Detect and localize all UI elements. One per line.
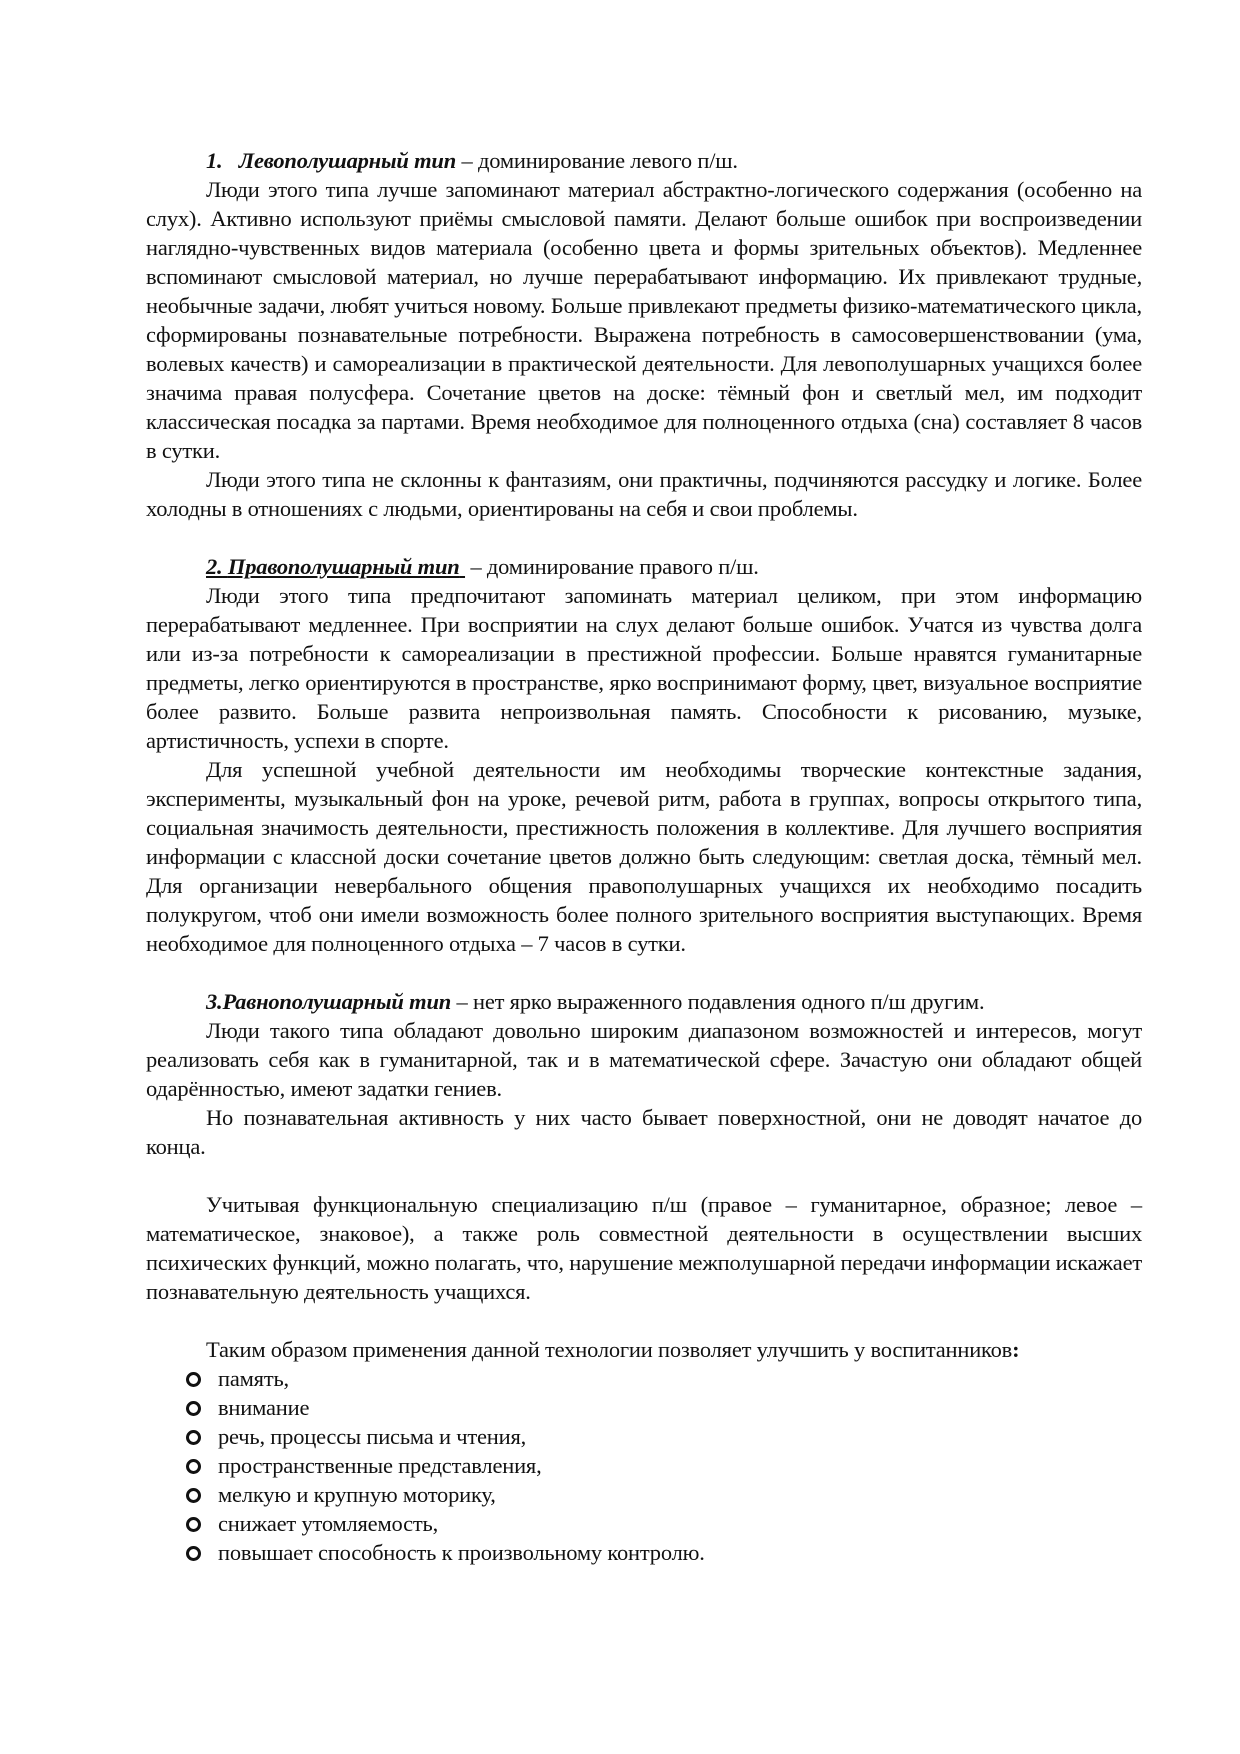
section-subtitle: – доминирование правого п/ш. bbox=[465, 554, 759, 579]
section-title: Правополушарный тип bbox=[227, 554, 460, 579]
section-number: 2. bbox=[206, 554, 223, 579]
list-item bbox=[186, 1509, 1142, 1538]
circle-bullet-icon bbox=[186, 1517, 201, 1532]
list-item-text: мелкую и крупную моторику, bbox=[218, 1482, 496, 1507]
summary-colon: : bbox=[1012, 1337, 1020, 1362]
summary-intro-text: Таким образом применения данной технологии позволяет улучшить у воспитанников bbox=[206, 1337, 1013, 1362]
summary-list bbox=[146, 1364, 1142, 1567]
circle-bullet-icon bbox=[186, 1459, 201, 1474]
section-title: Равнополушарный тип bbox=[222, 989, 452, 1014]
paragraph: Люди такого типа обладают довольно широким диапазоном возможностей и интересов, могут реализовать себя как в гуманитарной, так и в математической сфере. Зачастую они обладают общей одарённостью, имеют задатки гениев. bbox=[146, 1018, 1142, 1101]
list-item-text: речь, процессы письма и чтения, bbox=[218, 1424, 527, 1449]
section-heading-left bbox=[206, 146, 1142, 175]
section-heading-right bbox=[206, 552, 1142, 581]
list-item bbox=[186, 1480, 1142, 1509]
circle-bullet-icon bbox=[186, 1488, 201, 1503]
section-title: Левополушарный тип bbox=[238, 148, 457, 173]
document-page bbox=[146, 146, 1142, 1567]
paragraph: Люди этого типа лучше запоминают материал абстрактно-логического содержания (особенно на слух). Активно используют приёмы смысловой памяти. Делают больше ошибок при воспроизведении наглядно-чувственных видов материала (особенно цвета и формы зрительных объектов). Медленнее вспоминают смысловой материал, но лучше перерабатывают информацию. Их привлекают трудные, необычные задачи, любят учиться новому. Больше привлекают предметы физико-математического цикла, сформированы познавательные потребности. Выражена потребность в самосовершенствовании (ума, волевых качеств) и самореализации в практической деятельности. Для левополушарных учащихся более значима правая полусфера. Сочетание цветов на доске: тёмный фон и светлый мел, им подходит классическая посадка за партами. Время необходимое для полноценного отдыха (сна) составляет 8 часов в сутки. bbox=[146, 177, 1142, 463]
list-item-text: внимание bbox=[218, 1395, 310, 1420]
list-item-text: память, bbox=[218, 1366, 289, 1391]
paragraph: Люди этого типа предпочитают запоминать материал целиком, при этом информацию перерабатывают медленнее. При восприятии на слух делают больше ошибок. Учатся из чувства долга или из-за потребности к самореализации в престижной профессии. Больше нравятся гуманитарные предметы, легко ориентируются в пространстве, ярко воспринимают форму, цвет, визуальное восприятие более развито. Больше развита непроизвольная память. Способности к рисованию, музыке, артистичность, успехи в спорте. bbox=[146, 583, 1142, 753]
section-subtitle: – нет ярко выраженного подавления одного п/ш другим. bbox=[451, 989, 985, 1014]
list-item bbox=[186, 1538, 1142, 1567]
circle-bullet-icon bbox=[186, 1430, 201, 1445]
paragraph: Но познавательная активность у них часто бывает поверхностной, они не доводят начатое до конца. bbox=[146, 1105, 1142, 1159]
paragraph: Люди этого типа не склонны к фантазиям, они практичны, подчиняются рассудку и логике. Более холодны в отношениях с людьми, ориентированы на себя и свои проблемы. bbox=[146, 467, 1142, 521]
list-item bbox=[186, 1364, 1142, 1393]
section-subtitle: – доминирование левого п/ш. bbox=[456, 148, 738, 173]
list-item-text: снижает утомляемость, bbox=[218, 1511, 439, 1536]
circle-bullet-icon bbox=[186, 1401, 201, 1416]
list-item bbox=[186, 1422, 1142, 1451]
list-item bbox=[186, 1451, 1142, 1480]
section-number: 3. bbox=[206, 989, 223, 1014]
circle-bullet-icon bbox=[186, 1372, 201, 1387]
section-heading-equal bbox=[206, 987, 1142, 1016]
section-number: 1. bbox=[206, 148, 223, 173]
conclusion-paragraph: Учитывая функциональную специализацию п/ш (правое – гуманитарное, образное; левое – математическое, знаковое), а также роль совместной деятельности в осуществлении высших психических функций, можно полагать, что, нарушение межполушарной передачи информации искажает познавательную деятельность учащихся. bbox=[146, 1192, 1142, 1304]
summary-intro bbox=[146, 1335, 1142, 1364]
list-item-text: пространственные представления, bbox=[218, 1453, 542, 1478]
circle-bullet-icon bbox=[186, 1546, 201, 1561]
list-item-text: повышает способность к произвольному контролю. bbox=[218, 1540, 705, 1565]
list-item bbox=[186, 1393, 1142, 1422]
paragraph: Для успешной учебной деятельности им необходимы творческие контекстные задания, эксперименты, музыкальный фон на уроке, речевой ритм, работа в группах, вопросы открытого типа, социальная значимость деятельности, престижность положения в коллективе. Для лучшего восприятия информации с классной доски сочетание цветов должно быть следующим: светлая доска, тёмный мел. Для организации невербального общения правополушарных учащихся их необходимо посадить полукругом, чтоб они имели возможность более полного зрительного восприятия выступающих. Время необходимое для полноценного отдыха – 7 часов в сутки. bbox=[146, 757, 1142, 956]
